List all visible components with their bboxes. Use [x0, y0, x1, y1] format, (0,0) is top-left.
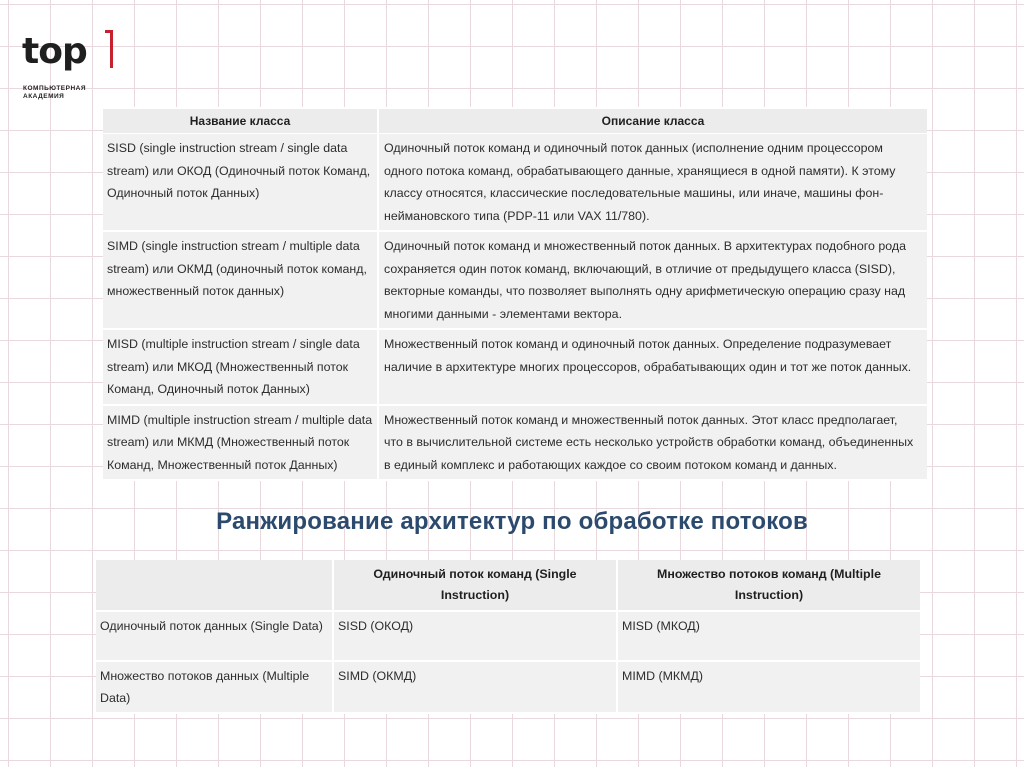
column-header-single-instruction: Одиночный поток команд (Single Instruction): [334, 560, 618, 612]
class-table-header: [103, 109, 927, 134]
table-row: [103, 134, 927, 232]
logo: [22, 30, 122, 110]
cell-misd: MISD (МКОД): [618, 612, 920, 662]
cell-mimd: MIMD (МКМД): [618, 662, 920, 714]
column-header-class-name: Название класса: [103, 109, 379, 134]
row-label-single-data: Одиночный поток данных (Single Data): [96, 612, 334, 662]
column-header-multiple-instruction: Множество потоков команд (Multiple Instruction): [618, 560, 920, 612]
class-description-cell: Множественный поток команд и одиночный поток данных. Определение подразумевает наличие в архитектуре многих процессоров, обрабатывающих один и тот же поток данных.: [379, 330, 927, 406]
table-row: [103, 330, 927, 406]
logo-subtitle-line2: АКАДЕМИЯ: [23, 93, 65, 100]
class-description-cell: Одиночный поток команд и множественный поток данных. В архитектурах подобного рода сохраняется один поток команд, включающий, в отличие от предыдущего класса (SISD), векторные команды, что позволяет выполнять одну арифметическую операцию сразу над многими данными - элементами вектора.: [379, 232, 927, 330]
class-name-cell: MISD (multiple instruction stream / single data stream) или МКОД (Множественный поток Команд, Одиночный поток Данных): [103, 330, 379, 406]
section-title: Ранжирование архитектур по обработке потоков: [216, 508, 808, 535]
corner-header-cell: [96, 560, 334, 612]
logo-wordmark: top: [22, 31, 87, 72]
cell-simd: SIMD (ОКМД): [334, 662, 618, 714]
column-header-class-description: Описание класса: [379, 109, 927, 134]
logo-subtitle-line1: КОМПЬЮТЕРНАЯ: [23, 85, 87, 92]
class-table: [103, 107, 927, 481]
ranking-table-header: [96, 560, 920, 612]
table-row: [103, 406, 927, 482]
logo-subtitle: [23, 85, 86, 101]
class-name-cell: SISD (single instruction stream / single data stream) или ОКОД (Одиночный поток Команд, Одиночный поток Данных): [103, 134, 379, 232]
class-description-cell: Множественный поток команд и множественный поток данных. Этот класс предполагает, что в вычислительной системе есть несколько устройств обработки команд, объединенных в единый комплекс и работающих каждое со своим потоком команд и данных.: [379, 406, 927, 482]
ranking-table: [96, 560, 920, 714]
class-description-cell: Одиночный поток команд и одиночный поток данных (исполнение одним процессором одного потока команд, обрабатывающего данные, хранящиеся в одной памяти). К этому классу относятся, классические последовательные машины, или иначе, машины фон-неймановского типа (PDP-11 или VAX 11/780).: [379, 134, 927, 232]
table-row: [96, 612, 920, 662]
table-row: [103, 232, 927, 330]
logo-bracket-icon: [105, 30, 113, 68]
row-label-multiple-data: Множество потоков данных (Multiple Data): [96, 662, 334, 714]
table-row: [96, 662, 920, 714]
cell-sisd: SISD (ОКОД): [334, 612, 618, 662]
class-name-cell: MIMD (multiple instruction stream / multiple data stream) или МКМД (Множественный поток Команд, Множественный поток Данных): [103, 406, 379, 482]
class-name-cell: SIMD (single instruction stream / multiple data stream) или ОКМД (одиночный поток команд, множественный поток данных): [103, 232, 379, 330]
